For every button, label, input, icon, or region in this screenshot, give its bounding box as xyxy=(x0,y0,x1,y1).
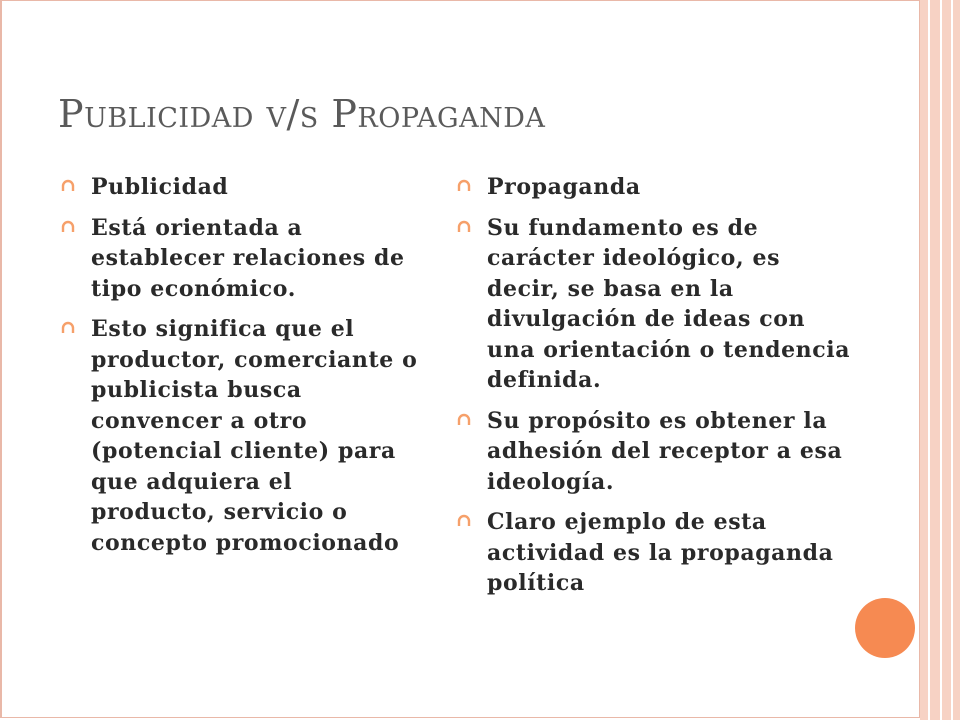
band-stripe xyxy=(928,0,930,720)
bullet-text: Está orientada a establecer relaciones de tipo económico. xyxy=(91,214,405,302)
bullet-text: Su propósito es obtener la adhesión del receptor a esa ideología. xyxy=(487,407,843,495)
bullet-item xyxy=(60,213,420,305)
side-decoration-band xyxy=(920,0,960,720)
bullet-icon xyxy=(456,219,472,235)
bullet-icon xyxy=(60,219,76,235)
band-stripe xyxy=(951,0,953,720)
bullet-item xyxy=(60,314,420,558)
bullet-item xyxy=(456,507,856,599)
bullet-text: Publicidad xyxy=(91,174,229,200)
orange-circle-decoration xyxy=(855,598,915,658)
bullet-icon xyxy=(60,178,76,194)
bullet-item xyxy=(456,172,856,203)
bullet-text: Claro ejemplo de esta actividad es la propaganda política xyxy=(487,509,834,596)
bullet-item xyxy=(60,172,420,203)
bullet-text: Su fundamento es de carácter ideológico, es decir, se basa en la divulgación de ideas con una orientación o tendencia definida. xyxy=(487,214,851,393)
bullet-icon xyxy=(456,412,472,428)
bullet-item xyxy=(456,213,856,396)
left-column xyxy=(60,172,420,568)
bullet-icon xyxy=(456,178,472,194)
right-column xyxy=(456,172,856,609)
bullet-text: Propaganda xyxy=(487,174,641,200)
bullet-icon xyxy=(60,320,76,336)
slide-title: Publicidad v/s Propaganda xyxy=(58,92,546,136)
bullet-icon xyxy=(456,513,472,529)
bullet-text: Esto significa que el productor, comerciante o publicista busca convencer a otro (potencial cliente) para que adquiera el producto, servicio o concepto promocionado xyxy=(91,316,418,556)
band-stripe xyxy=(940,0,942,720)
bullet-item xyxy=(456,406,856,498)
